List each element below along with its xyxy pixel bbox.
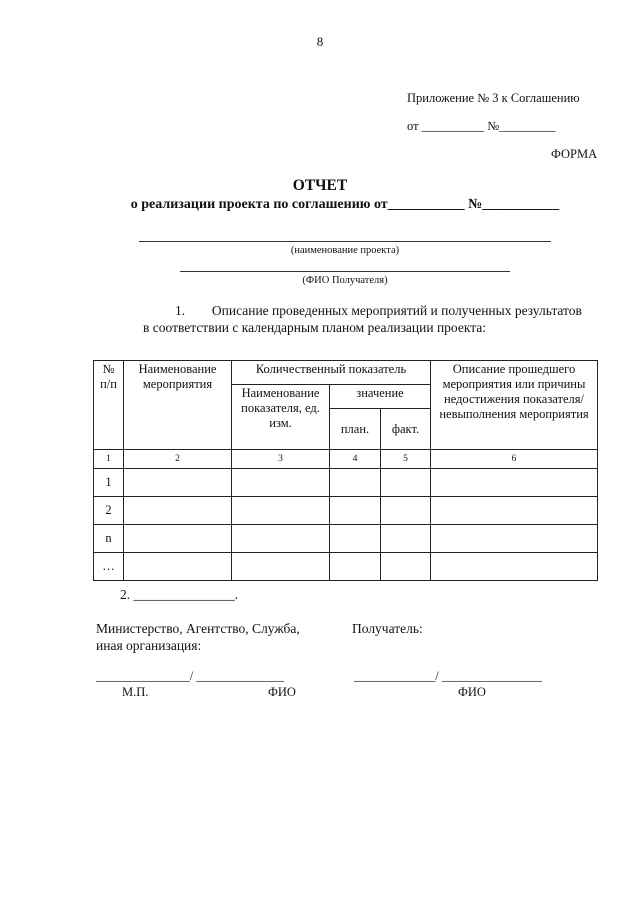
table-cell	[431, 525, 598, 553]
table-row	[94, 469, 598, 497]
column-numbering-row	[94, 450, 598, 469]
seal-placeholder: М.П.	[122, 685, 149, 699]
column-number: 1	[94, 450, 124, 469]
table-row	[94, 525, 598, 553]
table-row	[94, 553, 598, 581]
section-1-line-1: Описание проведенных мероприятий и полученных результатов	[211, 303, 582, 318]
table-cell	[431, 469, 598, 497]
table-cell	[232, 497, 330, 525]
header-description: Описание прошедшего мероприятия или причины недостижения показателя/невыполнения мероприятия	[431, 361, 598, 450]
table-cell	[124, 497, 232, 525]
recipient-signature-line: _____________/ ________________	[354, 669, 542, 683]
table-row	[94, 497, 598, 525]
table-cell	[124, 469, 232, 497]
report-subtitle: о реализации проекта по соглашению от___________ №___________	[130, 197, 560, 212]
recipient-name-line	[180, 271, 510, 272]
column-number: 2	[124, 450, 232, 469]
column-number: 3	[232, 450, 330, 469]
table-cell	[381, 525, 431, 553]
table-cell	[381, 469, 431, 497]
row-number: 1	[94, 469, 124, 497]
ministry-signature-line: _______________/ ______________	[96, 669, 284, 683]
row-number: 2	[94, 497, 124, 525]
report-table	[93, 360, 598, 581]
header-indicator-name: Наименование показателя, ед. изм.	[232, 385, 330, 450]
table-cell	[124, 553, 232, 581]
column-number: 4	[330, 450, 381, 469]
appendix-reference: Приложение № 3 к Соглашению	[407, 91, 580, 105]
header-value: значение	[330, 385, 431, 409]
report-title: ОТЧЕТ	[292, 177, 348, 194]
table-cell	[232, 469, 330, 497]
ministry-label-line-1: Министерство, Агентство, Служба,	[96, 621, 300, 636]
project-name-line	[139, 241, 551, 242]
recipient-name-caption: (ФИО Получателя)	[302, 275, 388, 286]
table-cell	[232, 553, 330, 581]
column-number: 5	[381, 450, 431, 469]
ministry-fio-caption: ФИО	[268, 685, 296, 699]
header-event-name: Наименование мероприятия	[124, 361, 232, 450]
project-name-caption: (наименование проекта)	[290, 245, 400, 256]
header-plan: план.	[330, 409, 381, 450]
row-number: …	[94, 553, 124, 581]
table-cell	[431, 553, 598, 581]
table-cell	[381, 553, 431, 581]
header-number: № п/п	[94, 361, 124, 450]
table-cell	[330, 497, 381, 525]
table-cell	[381, 497, 431, 525]
table-cell	[431, 497, 598, 525]
row-number: n	[94, 525, 124, 553]
section-1-number: 1.	[175, 303, 186, 318]
table-cell	[124, 525, 232, 553]
recipient-fio-caption: ФИО	[458, 685, 486, 699]
header-fact: факт.	[381, 409, 431, 450]
agreement-date-number: от __________ №_________	[407, 119, 556, 133]
header-quantitative-indicator: Количественный показатель	[232, 361, 431, 385]
recipient-label: Получатель:	[352, 621, 423, 636]
page-number: 8	[316, 34, 324, 49]
section-2: 2. _______________.	[120, 587, 239, 602]
column-number: 6	[431, 450, 598, 469]
table-cell	[330, 553, 381, 581]
form-label: ФОРМА	[551, 147, 598, 161]
section-1-heading	[175, 303, 582, 319]
section-1-line-2: в соответствии с календарным планом реализации проекта:	[143, 320, 487, 335]
table-cell	[232, 525, 330, 553]
table-cell	[330, 525, 381, 553]
ministry-label-line-2: иная организация:	[96, 638, 202, 653]
table-cell	[330, 469, 381, 497]
